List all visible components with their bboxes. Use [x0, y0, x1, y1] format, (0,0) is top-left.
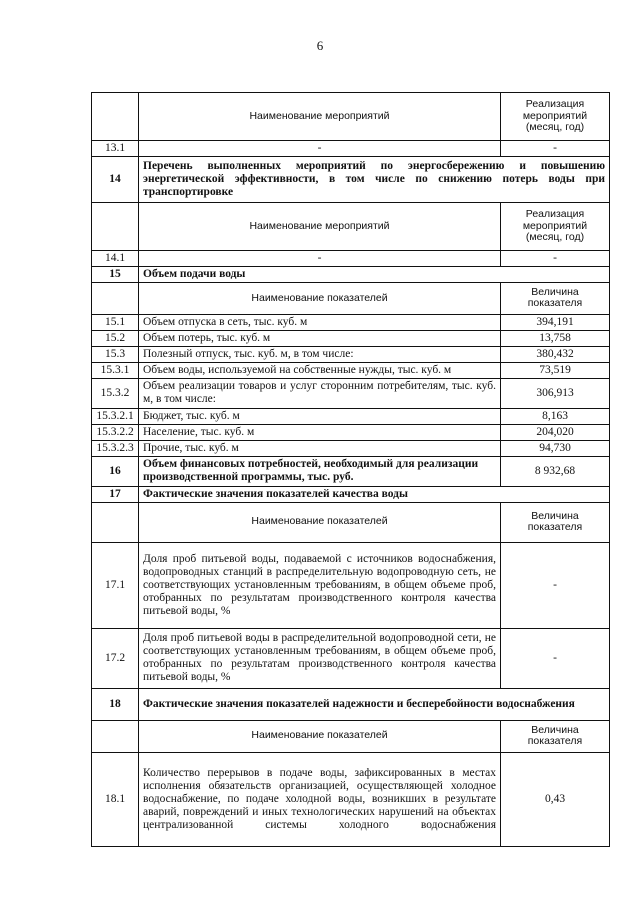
row-value: - — [501, 628, 610, 688]
row-text: Доля проб питьевой воды в распределительной водопроводной сети, не соответствующих установленным требованиям, в общем объеме проб, отобранных по результатам производственного контроля качества питьевой воды, % — [139, 628, 501, 688]
table-row — [92, 141, 610, 157]
row-value: 380,432 — [501, 346, 610, 362]
row-value: 204,020 — [501, 424, 610, 440]
row-value: 73,519 — [501, 362, 610, 378]
section-row — [92, 456, 610, 486]
row-value: 394,191 — [501, 314, 610, 330]
table-header-row — [92, 93, 610, 141]
row-number: 14.1 — [92, 250, 139, 266]
section-title: Перечень выполненных мероприятий по энергосбережению и повышению энергетической эффективности, в том числе по снижению потерь воды при транспортировке — [139, 156, 610, 202]
row-text: Прочие, тыс. куб. м — [139, 440, 501, 456]
row-value: 306,913 — [501, 378, 610, 408]
header-indicators-name: Наименование показателей — [139, 502, 501, 542]
row-number: 15.3.2.2 — [92, 424, 139, 440]
page-number: 6 — [316, 38, 324, 53]
row-text: - — [139, 250, 501, 266]
table-row — [92, 440, 610, 456]
row-number: 15.2 — [92, 330, 139, 346]
row-text: Объем отпуска в сеть, тыс. куб. м — [139, 314, 501, 330]
header-indicators-value: Величина показателя — [501, 720, 610, 752]
row-number: 15.1 — [92, 314, 139, 330]
row-text: Население, тыс. куб. м — [139, 424, 501, 440]
section-number: 16 — [92, 456, 139, 486]
section-number: 14 — [92, 156, 139, 202]
section-title: Фактические значения показателей качества воды — [139, 486, 610, 502]
row-value: - — [501, 250, 610, 266]
header-num-cell — [92, 720, 139, 752]
table-row — [92, 330, 610, 346]
row-number: 17.1 — [92, 542, 139, 628]
table-header-row — [92, 282, 610, 314]
section-row — [92, 266, 610, 282]
header-indicators-name: Наименование показателей — [139, 282, 501, 314]
row-text: - — [139, 141, 501, 157]
row-number: 15.3 — [92, 346, 139, 362]
row-value: 0,43 — [501, 752, 610, 846]
row-number: 15.3.2.3 — [92, 440, 139, 456]
row-text: Доля проб питьевой воды, подаваемой с источников водоснабжения, водопроводных станций в распределительную водопроводную сеть, не соответствующих установленным требованиям, в общем объеме проб, отобранных по результатам производственного контроля качества питьевой воды, % — [139, 542, 501, 628]
table-row — [92, 250, 610, 266]
table-header-row — [92, 502, 610, 542]
row-text: Объем потерь, тыс. куб. м — [139, 330, 501, 346]
table-row — [92, 628, 610, 688]
header-indicators-value: Величина показателя — [501, 502, 610, 542]
row-text: Объем реализации товаров и услуг сторонним потребителям, тыс. куб. м, в том числе: — [139, 378, 501, 408]
table-row — [92, 752, 610, 846]
row-value: - — [501, 141, 610, 157]
section-row — [92, 156, 610, 202]
row-number: 18.1 — [92, 752, 139, 846]
row-number: 15.3.1 — [92, 362, 139, 378]
section-number: 15 — [92, 266, 139, 282]
section-row — [92, 486, 610, 502]
table-row — [92, 362, 610, 378]
row-number: 15.3.2.1 — [92, 408, 139, 424]
header-indicators-value: Величина показателя — [501, 282, 610, 314]
table-row — [92, 378, 610, 408]
section-title: Фактические значения показателей надежности и бесперебойности водоснабжения — [139, 688, 610, 720]
header-num-cell — [92, 282, 139, 314]
header-measures-name: Наименование мероприятий — [139, 202, 501, 250]
header-num-cell — [92, 93, 139, 141]
section-number: 17 — [92, 486, 139, 502]
section-row — [92, 688, 610, 720]
row-number: 13.1 — [92, 141, 139, 157]
header-measures-date: Реализация мероприятий (месяц, год) — [501, 202, 610, 250]
table-row — [92, 542, 610, 628]
row-value: 8,163 — [501, 408, 610, 424]
row-text: Количество перерывов в подаче воды, зафиксированных в местах исполнения обязательств организацией, осуществляющей холодное водоснабжение, по подаче холодной воды, возникших в результате аварий, повреждений и иных технологических нарушений на объектах централизованной системы холодного водоснабжения — [139, 752, 501, 846]
header-num-cell — [92, 202, 139, 250]
row-value: 13,758 — [501, 330, 610, 346]
row-value: 94,730 — [501, 440, 610, 456]
table-row — [92, 314, 610, 330]
row-text: Полезный отпуск, тыс. куб. м, в том числе: — [139, 346, 501, 362]
table-row — [92, 424, 610, 440]
row-value: - — [501, 542, 610, 628]
row-number: 17.2 — [92, 628, 139, 688]
header-measures-name: Наименование мероприятий — [139, 93, 501, 141]
row-value: 8 932,68 — [501, 456, 610, 486]
section-title: Объем финансовых потребностей, необходимый для реализации производственной программы, тыс. руб. — [139, 456, 501, 486]
header-num-cell — [92, 502, 139, 542]
indicators-table — [91, 92, 610, 847]
section-title: Объем подачи воды — [139, 266, 610, 282]
row-number: 15.3.2 — [92, 378, 139, 408]
row-text: Бюджет, тыс. куб. м — [139, 408, 501, 424]
table-header-row — [92, 202, 610, 250]
row-text: Объем воды, используемой на собственные нужды, тыс. куб. м — [139, 362, 501, 378]
header-indicators-name: Наименование показателей — [139, 720, 501, 752]
header-measures-date: Реализация мероприятий (месяц, год) — [501, 93, 610, 141]
section-number: 18 — [92, 688, 139, 720]
table-header-row — [92, 720, 610, 752]
table-row — [92, 408, 610, 424]
table-row — [92, 346, 610, 362]
